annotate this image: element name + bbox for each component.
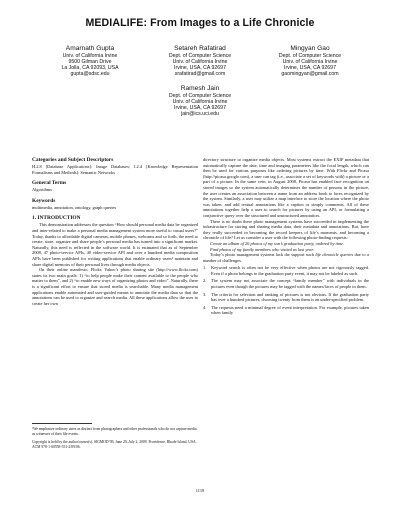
author-email: gupta@sdsc.edu [70,71,110,78]
page-number: 1119 [195,488,205,493]
challenges-lead: Today’s photo management systems lack the support such [210,252,316,258]
right-column [203,157,369,316]
list-item-number: 1. [203,265,207,271]
author-department: Dept. of Computer Science [168,52,232,59]
list-item-number: 2. [203,278,207,284]
body-paragraph-challenges [203,252,369,263]
author-block-1 [42,45,138,77]
list-item [203,265,369,276]
list-item-number: 3. [203,291,207,297]
list-item-number: 4. [203,304,207,310]
intro-paragraph-1: This demonstration addresses the question “How should personal media data be organized and inter-related to make a personal media management system more useful to casual users?” Today, thanks to affordable digital cameras, mobile phones, webcams and so forth, the need to create, store, organize and share people’s personal media has turned into a significant market. Naturally, this need is reflected in the software world. It is estimated that as of September 2008, 47 photo-service APIs, 40 video-service API and over a hundred media composition APIs have been published for writing applications that enable ordinary users¹ maintain and share digital memoirs of their personal lives through media objects. [32,222,198,267]
author-department: Dept. of Computer Science [168,92,232,99]
body-paragraph-continued: directory structure to organize media objects. Most systems extract the EXIF metadata that automatically capture the date, time and imaging parameters like the focal length, which can then be used for various purposes like ordering pictures by time. With Flickr and Picasa (http://picasa.google.com), a user can tag (i.e., associate a set of keywords with) a picture or a part of a picture. In the same vein, in August 2008, Picasa has enabled face recognition on stored images so the system automatically determines the number of persons in the picture, the user creates an association between a name from an address book to faces recognized by the system. Similarly, a user may utilize a map interface to store the location where the photo was taken, and add textual annotations like a caption or simply comments. All of these annotations together help a user to search for pictures by using an API, or formulating a conjunctive query over the structured and unstructured annotation. [203,157,369,218]
author-affiliation: Univ. of California Irvine [172,58,228,65]
body-paragraph-2: There is no doubt these photo management systems have succeeded in implementing the infrastructure for storing and sharing media data, their metadata and annotations. But, have they really succeeded in becoming the record keepers of life’s moments, and becoming a chronicle of life? Let us consider a user with the following photo-finding requests: [203,218,369,241]
example-query-2: Find photos of my family members who visited us last year. [210,246,314,252]
terms-text: Algorithms [32,187,53,193]
paper-title: MEDIALIFE: From Images to a Life Chronicle [85,17,315,29]
author-affiliation: Univ. of California Irvine [282,58,338,65]
introduction-heading: 1. INTRODUCTION [32,215,81,222]
list-item [203,292,369,303]
footnote-rule [32,423,92,424]
author-address: 9500 Gilman Drive [68,58,112,65]
list-item-text: The requests need a minimal degree of event interpretation. For example, pictures taken when family [211,304,369,316]
author-city: Irvine, USA, CA 92697 [174,65,226,71]
footnote-text: ¹We emphasize ordinary users as distinct from photographers and other professionals who do not capture media as witnesses of their life events. [32,427,197,436]
keywords-heading: Keywords [32,197,56,204]
list-item [203,278,369,289]
author-block-2 [152,45,248,77]
author-department: Dept. of Computer Science [278,52,342,59]
intro-paragraph-2: On their online manifesto, Flickr, Yahoo’s photo sharing site (http://www.flickr.com) states its two main goals: 1) “to help people make their content available to the people who matter to them”, and 2) “to enable new ways of organizing photos and video”. Naturally, there is a significant effort to ensure that stored media is searchable. Many media management applications enable automated and user-guided means to annotate the media data so that the annotations can be used to organize and search media. All these applications allow the user to create her own [32,267,198,306]
author-name: Mingyan Gao [290,45,330,52]
challenges-term: life chronicle queries [315,252,354,258]
author-email: jain@ics.uci.edu [181,111,219,118]
challenges-rest: due to a number of challenges. [203,252,369,263]
keywords-text: multimedia, annotation, ontology, graph queries [32,204,117,210]
example-query-1: Create an album of 20 photos of my son’s graduation party, ordered by time. [210,240,345,246]
list-item [203,305,369,316]
author-name: Amarnath Gupta [65,45,115,52]
author-city: Irvine, USA, CA 92697 [284,65,336,71]
left-column [32,157,198,306]
author-city: Irvine, USA, CA 92697 [174,105,226,111]
categories-text: H.2.8 [Database Applications]: Image Databases; I.2.4 [Knowledge Representation Formalisms and Methods]: Semantic Networks [32,164,198,175]
list-item-text: The system may not associate the concept “family member” with individuals in the pictures even though the pictures may be tagged with the names/faces of people in them. [211,278,369,290]
author-block-4 [152,85,248,117]
author-email: gaomingyan@gmail.com [281,71,339,78]
author-affiliation: Univ. of California Irvine [172,98,228,105]
author-city: La Jolla, CA 92093, USA [61,65,119,71]
terms-heading: General Terms [32,180,67,187]
copyright-notice: Copyright is held by the author/owner(s). SIGMOD’09, June 29–July 2, 2009, Providence, Rhode Island, USA. ACM 978-1-60558-551-2/09/06. [32,440,197,449]
author-affiliation: Univ. of California Irvine [62,52,118,59]
categories-heading: Categories and Subject Descriptors [32,157,114,163]
author-name: Ramesh Jain [180,85,220,92]
footnote-block [32,423,198,449]
author-name: Setareh Rafatirad [174,45,226,52]
author-email: srafatirad@gmail.com [174,71,226,78]
author-block-3 [262,45,358,77]
list-item-text: Keyword search is often not be very effective when photos are not rigorously tagged. Even if a photo belongs to the graduation party event, it may not be labeled as such. [211,265,369,276]
list-item-text: The criteria for selection and ranking of pictures is not obvious. If the graduation party has over a hundred pictures, choosing twenty from them is an under-specified problem. [211,291,369,303]
